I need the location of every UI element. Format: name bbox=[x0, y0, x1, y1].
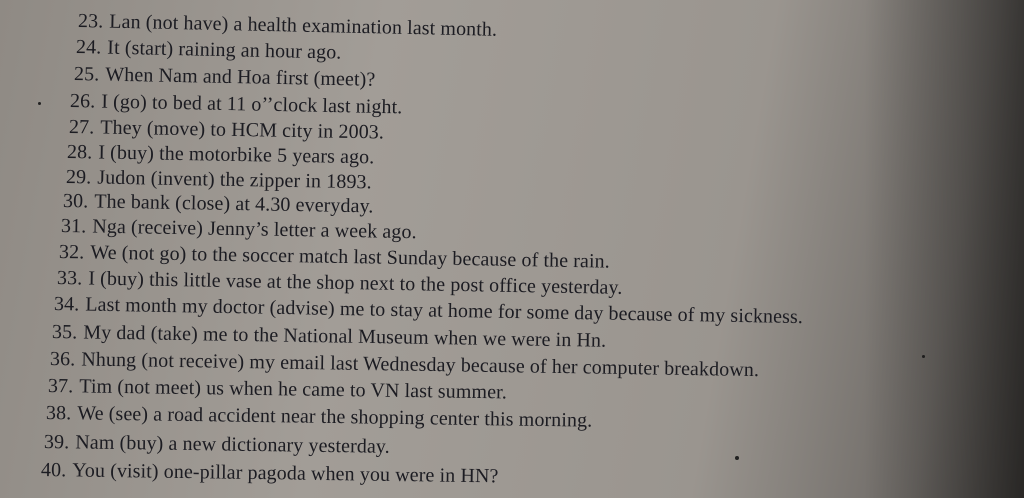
exercise-line-37 bbox=[48, 374, 507, 404]
line-text: Nga (receive) Jenny’s letter a week ago. bbox=[92, 215, 417, 244]
line-text: Last month my doctor (advise) me to stay at home for some day because of my sickness. bbox=[85, 293, 804, 329]
line-text: My dad (take) me to the National Museum when we were in Hn. bbox=[83, 321, 607, 352]
bullet-dot-marker bbox=[38, 102, 41, 105]
line-number: 40. bbox=[40, 459, 67, 482]
line-text: We (see) a road accident near the shopping center this morning. bbox=[77, 402, 593, 432]
line-number: 24. bbox=[75, 36, 102, 59]
line-number: 39. bbox=[43, 431, 70, 454]
line-text: Nhung (not receive) my email last Wednesday because of her computer breakdown. bbox=[81, 348, 760, 382]
line-text: Judon (invent) the zipper in 1893. bbox=[97, 166, 372, 194]
line-number: 32. bbox=[58, 241, 85, 264]
line-number: 38. bbox=[45, 402, 72, 425]
exercise-line-25 bbox=[74, 62, 376, 92]
line-text: We (not go) to the soccer match last Sunday because of the rain. bbox=[90, 241, 611, 273]
line-number: 37. bbox=[47, 375, 74, 398]
line-text: When Nam and Hoa first (meet)? bbox=[105, 63, 376, 91]
line-number: 30. bbox=[62, 190, 89, 213]
line-number: 28. bbox=[66, 141, 93, 164]
line-text: Nam (buy) a new dictionary yesterday. bbox=[75, 431, 390, 458]
line-number: 29. bbox=[65, 166, 92, 189]
line-text: I (buy) this little vase at the shop next to the post office yesterday. bbox=[88, 267, 623, 299]
exercise-line-24 bbox=[76, 35, 342, 65]
exercise-line-38 bbox=[46, 401, 593, 433]
exercise-line-31 bbox=[61, 214, 417, 244]
line-number: 36. bbox=[49, 348, 76, 371]
exercise-line-26 bbox=[70, 89, 403, 119]
line-number: 34. bbox=[53, 293, 80, 316]
line-text: I (go) to bed at 11 o’’clock last night. bbox=[101, 90, 403, 119]
bullet-dot-marker bbox=[922, 355, 925, 358]
line-text: Lan (not have) a health examination last month. bbox=[109, 10, 498, 41]
line-number: 26. bbox=[69, 90, 96, 113]
line-number: 35. bbox=[51, 321, 78, 344]
bullet-dot-marker bbox=[735, 456, 739, 460]
line-text: The bank (close) at 4.30 everyday. bbox=[94, 190, 374, 218]
line-text: It (start) raining an hour ago. bbox=[107, 36, 342, 64]
line-number: 31. bbox=[60, 215, 87, 238]
line-number: 23. bbox=[77, 10, 104, 33]
line-text: I (buy) the motorbike 5 years ago. bbox=[98, 141, 375, 169]
line-number: 27. bbox=[68, 116, 95, 139]
line-number: 33. bbox=[56, 267, 83, 290]
line-text: They (move) to HCM city in 2003. bbox=[100, 116, 385, 144]
line-text: Tim (not meet) us when he came to VN last summer. bbox=[79, 375, 508, 404]
line-text: You (visit) one-pillar pagoda when you were in HN? bbox=[72, 459, 499, 488]
exercise-line-39 bbox=[44, 430, 390, 459]
exercise-line-40 bbox=[41, 458, 499, 488]
line-number: 25. bbox=[73, 63, 100, 86]
